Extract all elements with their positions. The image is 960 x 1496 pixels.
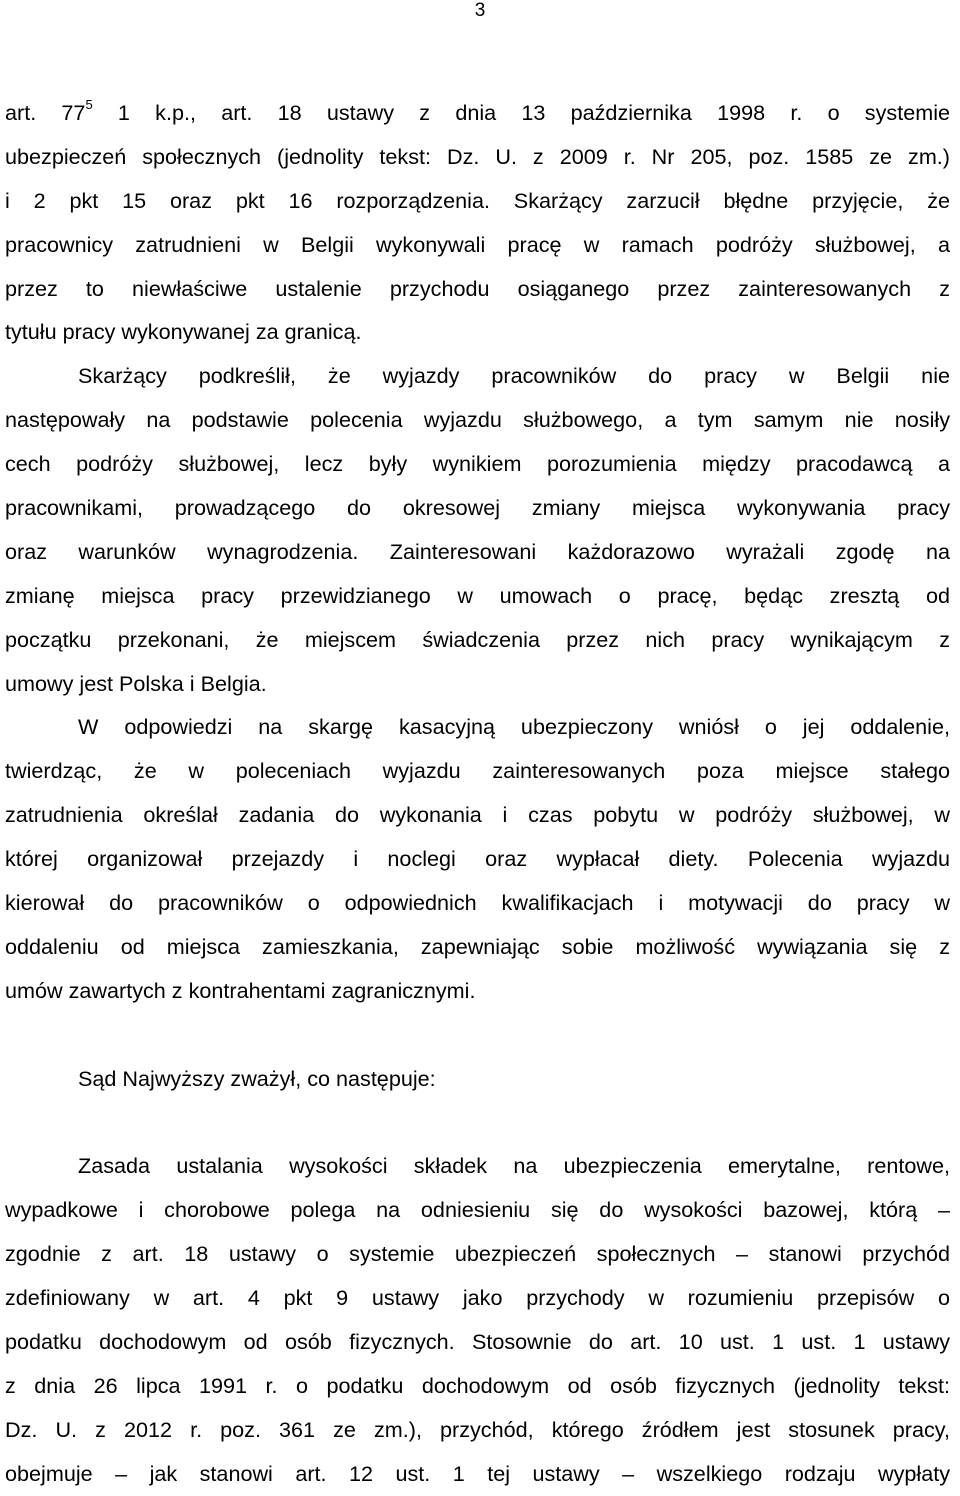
section-heading: Sąd Najwyższy zważył, co następuje: [78, 1065, 436, 1091]
text-line [5, 91, 950, 135]
paragraph-1 [5, 91, 950, 354]
text-line: oraz warunków wynagrodzenia. Zainteresowani każdorazowo wyrażali zgodę na [5, 538, 950, 564]
paragraph-4 [5, 1144, 950, 1495]
text-line: obejmuje – jak stanowi art. 12 ust. 1 tej ustawy – wszelkiego rodzaju wypłaty [5, 1460, 950, 1486]
paragraph-3 [5, 705, 950, 1012]
spacer [5, 1100, 950, 1144]
text-line: cech podróży służbowej, lecz były wynikiem porozumienia między pracodawcą a [5, 451, 950, 477]
text-segment: art. 77 [5, 100, 86, 125]
text-line: podatku dochodowym od osób fizycznych. Stosownie do art. 10 ust. 1 ust. 1 ustawy [5, 1328, 950, 1354]
text-line: oddaleniu od miejsca zamieszkania, zapewniając sobie możliwość wywiązania się z [5, 933, 950, 959]
document-body [5, 91, 950, 1496]
text-segment: 1 k.p., art. 18 ustawy z dnia 13 października 1998 r. o systemie [117, 100, 950, 125]
text-line: W odpowiedzi na skargę kasacyjną ubezpieczony wniósł o jej oddalenie, [78, 714, 950, 740]
text-line: kierował do pracowników o odpowiednich kwalifikacjach i motywacji do pracy w [5, 890, 950, 916]
page-number: 3 [474, 0, 486, 21]
text-line: ubezpieczeń społecznych (jednolity tekst: Dz. U. z 2009 r. Nr 205, poz. 1585 ze zm.) [5, 143, 950, 169]
text-line: zdefiniowany w art. 4 pkt 9 ustawy jako przychody w rozumieniu przepisów o [5, 1285, 950, 1311]
text-line: i 2 pkt 15 oraz pkt 16 rozporządzenia. Skarżący zarzucił błędne przyjęcie, że [5, 187, 950, 213]
text-line: Skarżący podkreślił, że wyjazdy pracowników do pracy w Belgii nie [78, 363, 950, 389]
text-line: zgodnie z art. 18 ustawy o systemie ubezpieczeń społecznych – stanowi przychód [5, 1241, 950, 1267]
text-line: zmianę miejsca pracy przewidzianego w umowach o pracę, będąc zresztą od [5, 582, 950, 608]
text-line: pracownikami, prowadzącego do okresowej zmiany miejsca wykonywania pracy [5, 495, 950, 521]
text-line: Zasada ustalania wysokości składek na ubezpieczenia emerytalne, rentowe, [78, 1153, 950, 1179]
text-line: tytułu pracy wykonywanej za granicą. [5, 319, 362, 345]
text-line: przez to niewłaściwe ustalenie przychodu osiąganego przez zainteresowanych z [5, 275, 950, 301]
text-line: Dz. U. z 2012 r. poz. 361 ze zm.), przychód, którego źródłem jest stosunek pracy, [5, 1416, 950, 1442]
text-line: wypadkowe i chorobowe polega na odniesieniu się do wysokości bazowej, którą – [5, 1197, 950, 1223]
text-line: umowy jest Polska i Belgia. [5, 670, 267, 696]
text-line: początku przekonani, że miejscem świadczenia przez nich pracy wynikającym z [5, 626, 950, 652]
text-line: której organizował przejazdy i noclegi oraz wypłacał diety. Polecenia wyjazdu [5, 846, 950, 872]
text-line: zatrudnienia określał zadania do wykonania i czas pobytu w podróży służbowej, w [5, 802, 950, 828]
text-line: następowały na podstawie polecenia wyjazdu służbowego, a tym samym nie nosiły [5, 407, 950, 433]
text-line: twierdząc, że w poleceniach wyjazdu zainteresowanych poza miejsce stałego [5, 758, 950, 784]
text-line: umów zawartych z kontrahentami zagranicznymi. [5, 977, 476, 1003]
superscript: 5 [85, 97, 93, 112]
text-line: z dnia 26 lipca 1991 r. o podatku dochodowym od osób fizycznych (jednolity tekst: [5, 1372, 950, 1398]
text-line: pracownicy zatrudnieni w Belgii wykonywali pracę w ramach podróży służbowej, a [5, 231, 950, 257]
spacer [5, 1013, 950, 1057]
paragraph-2 [5, 354, 950, 705]
